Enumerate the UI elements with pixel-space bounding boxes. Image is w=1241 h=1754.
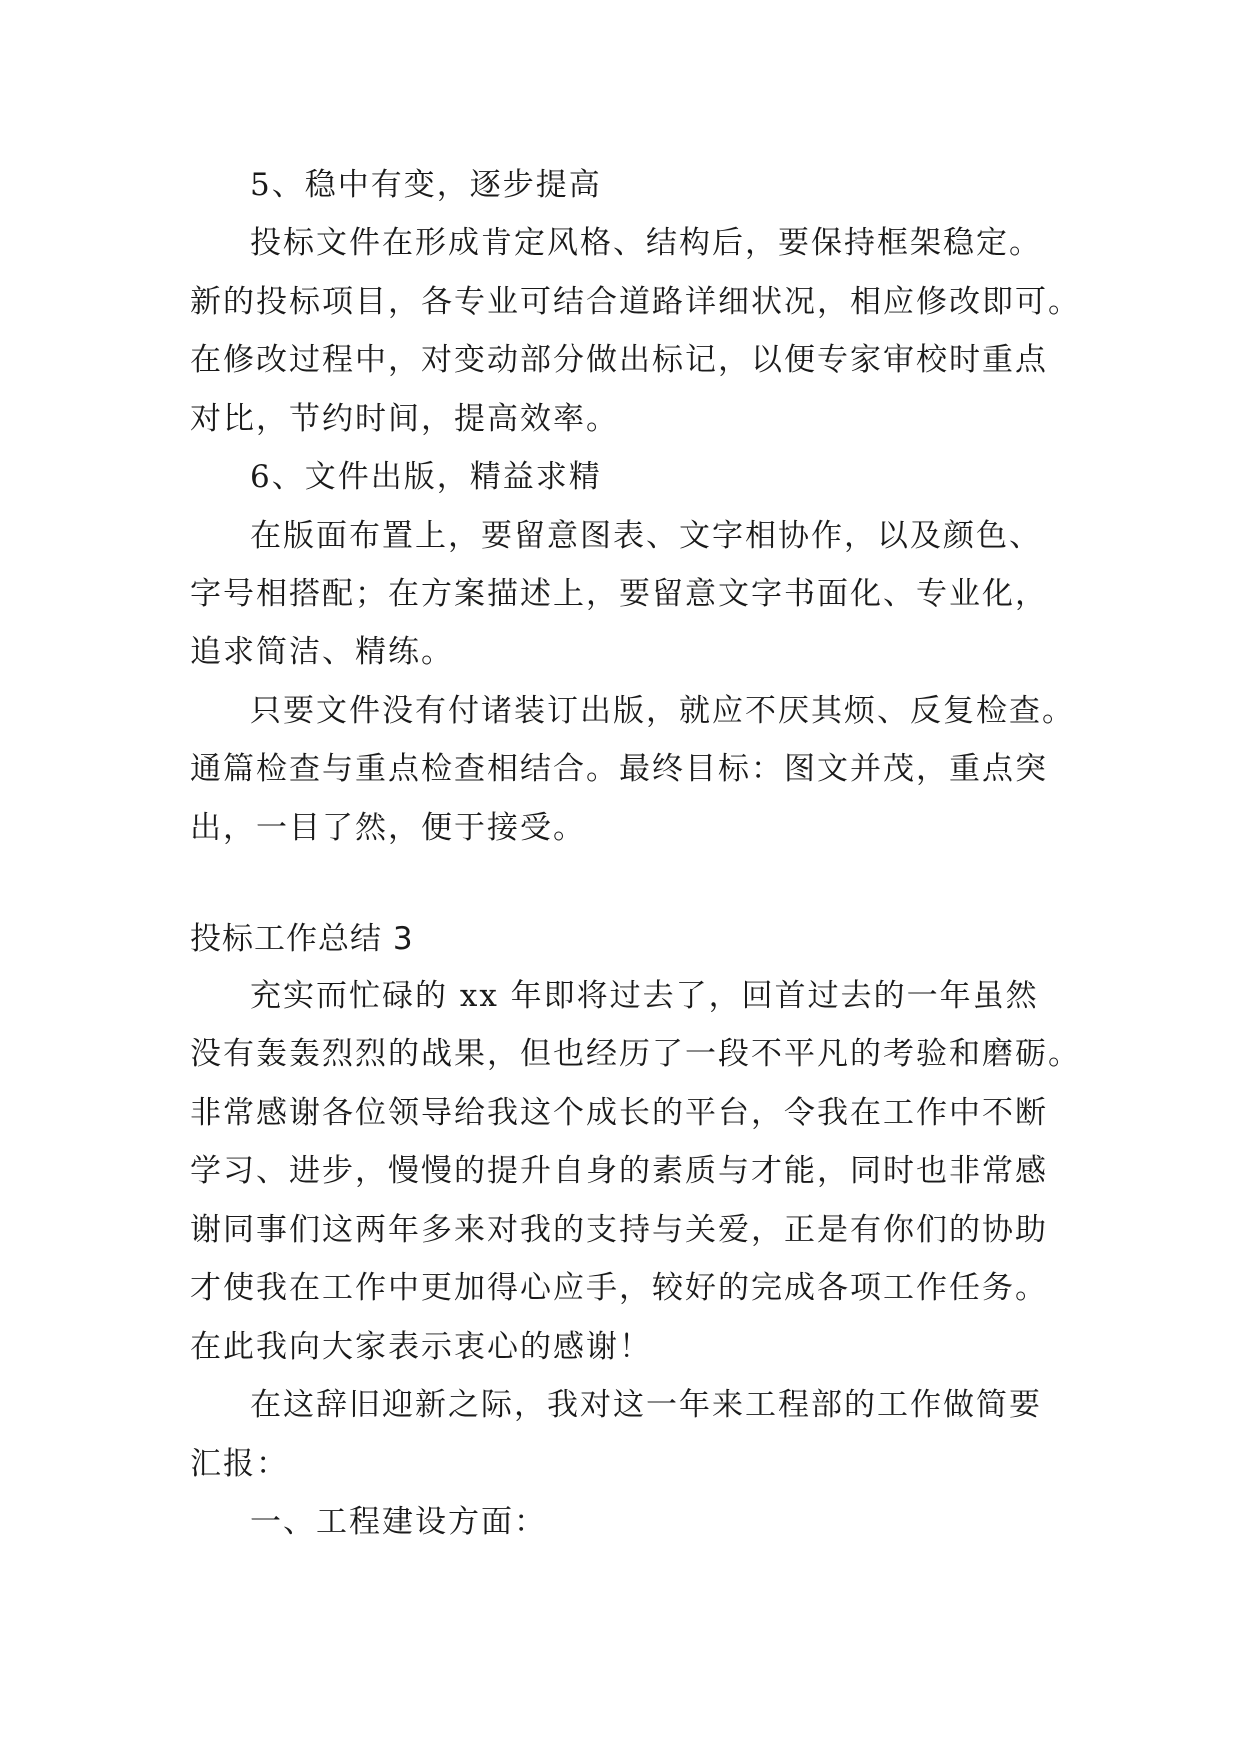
heading-5: 5、稳中有变，逐步提高 xyxy=(250,167,602,203)
paragraph-6-line-3: 追求简洁、精练。 xyxy=(190,634,454,670)
paragraph-b2-line-2: 汇报： xyxy=(190,1446,289,1482)
paragraph-6-line-2: 字号相搭配；在方案描述上，要留意文字书面化、专业化， xyxy=(190,576,1048,612)
paragraph-7-line-2: 通篇检查与重点检查相结合。最终目标：图文并茂，重点突 xyxy=(190,751,1048,787)
paragraph-b1-line-3: 非常感谢各位领导给我这个成长的平台，令我在工作中不断 xyxy=(190,1095,1048,1131)
paragraph-6-line-1: 在版面布置上，要留意图表、文字相协作，以及颜色、 xyxy=(250,518,1042,554)
paragraph-b1-line-1: 充实而忙碌的 xx 年即将过去了，回首过去的一年虽然 xyxy=(250,978,1039,1014)
paragraph-b2-line-1: 在这辞旧迎新之际，我对这一年来工程部的工作做简要 xyxy=(250,1387,1042,1423)
paragraph-5-line-4: 对比，节约时间，提高效率。 xyxy=(190,401,619,437)
section-title: 投标工作总结 3 xyxy=(190,921,414,957)
paragraph-5-line-1: 投标文件在形成肯定风格、结构后，要保持框架稳定。 xyxy=(250,225,1042,261)
paragraph-7-line-1: 只要文件没有付诸装订出版，就应不厌其烦、反复检查。 xyxy=(250,693,1075,729)
paragraph-b1-line-5: 谢同事们这两年多来对我的支持与关爱，正是有你们的协助 xyxy=(190,1212,1048,1248)
paragraph-7-line-3: 出，一目了然，便于接受。 xyxy=(190,810,586,846)
heading-6: 6、文件出版，精益求精 xyxy=(250,459,602,495)
paragraph-b1-line-6: 才使我在工作中更加得心应手，较好的完成各项工作任务。 xyxy=(190,1270,1048,1306)
paragraph-5-line-3: 在修改过程中，对变动部分做出标记，以便专家审校时重点 xyxy=(190,342,1048,378)
paragraph-5-line-2: 新的投标项目，各专业可结合道路详细状况，相应修改即可。 xyxy=(190,284,1081,320)
paragraph-b1-line-4: 学习、进步，慢慢的提升自身的素质与才能，同时也非常感 xyxy=(190,1153,1048,1189)
heading-b1: 一、工程建设方面： xyxy=(250,1504,547,1540)
paragraph-b1-line-7: 在此我向大家表示衷心的感谢！ xyxy=(190,1329,652,1365)
paragraph-b1-line-2: 没有轰轰烈烈的战果，但也经历了一段不平凡的考验和磨砺。 xyxy=(190,1036,1081,1072)
